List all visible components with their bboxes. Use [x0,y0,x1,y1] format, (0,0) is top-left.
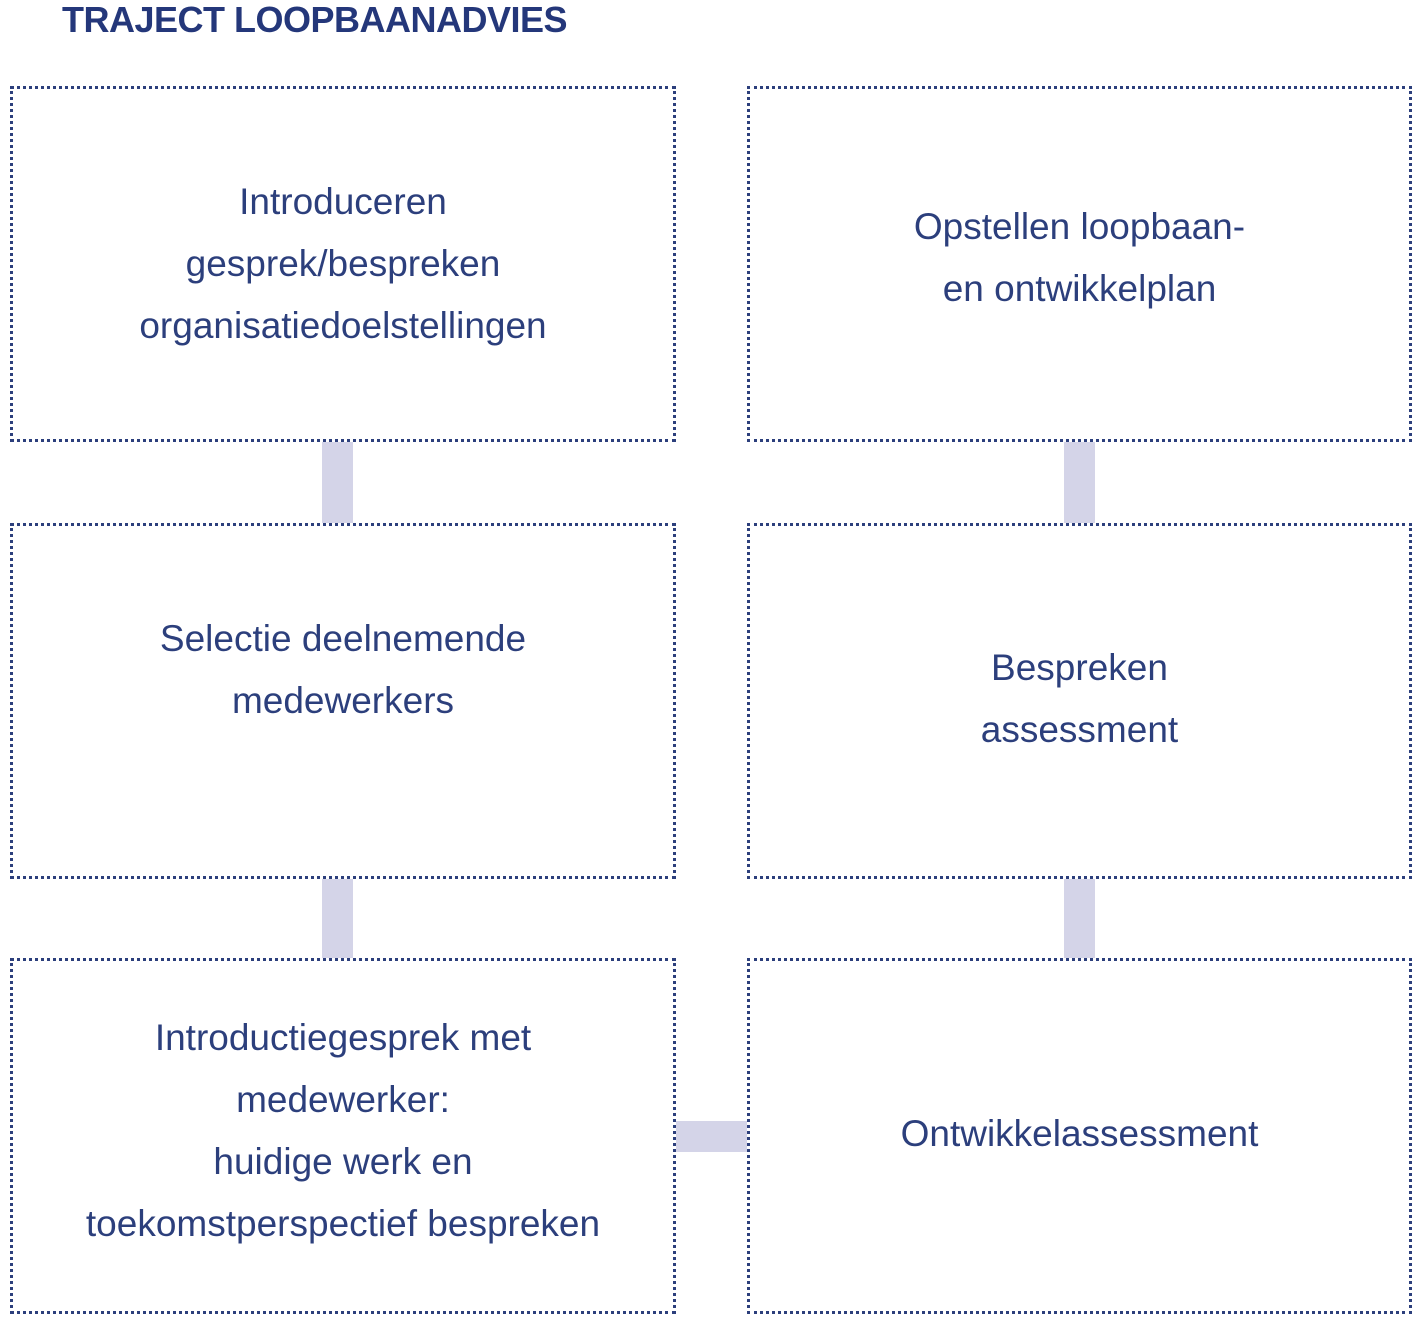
connector-assessment-to-discussion [1064,879,1095,958]
step-box-development-assessment [747,958,1412,1314]
step-box-intro-employee [10,958,676,1314]
step-box-discuss-assessment [747,523,1412,879]
step-label-selection: Selectie deelnemende medewerkers [159,618,527,721]
step-label-intro-employee: Introductiegesprek met medewerker: huidige werk en toekomstperspectief bespreken [85,1017,601,1244]
step-label-discuss-assessment: Bespreken assessment [980,647,1179,750]
connector-intro-to-selection [322,442,353,523]
connector-discussion-to-plan [1064,442,1095,523]
step-label-intro-organisation: Introduceren gesprek/bespreken organisatiedoelstellingen [139,181,547,346]
connector-intro-employee-to-assessment [676,1121,747,1152]
step-box-career-plan [747,86,1412,442]
step-label-career-plan: Opstellen loopbaan- en ontwikkelplan [913,206,1246,309]
diagram-title: TRAJECT LOOPBAANADVIES [62,0,568,40]
step-box-selection [10,523,676,879]
connector-selection-to-intro-employee [322,879,353,958]
step-box-intro-organisation [10,86,676,442]
step-label-development-assessment: Ontwikkelassessment [900,1113,1259,1154]
